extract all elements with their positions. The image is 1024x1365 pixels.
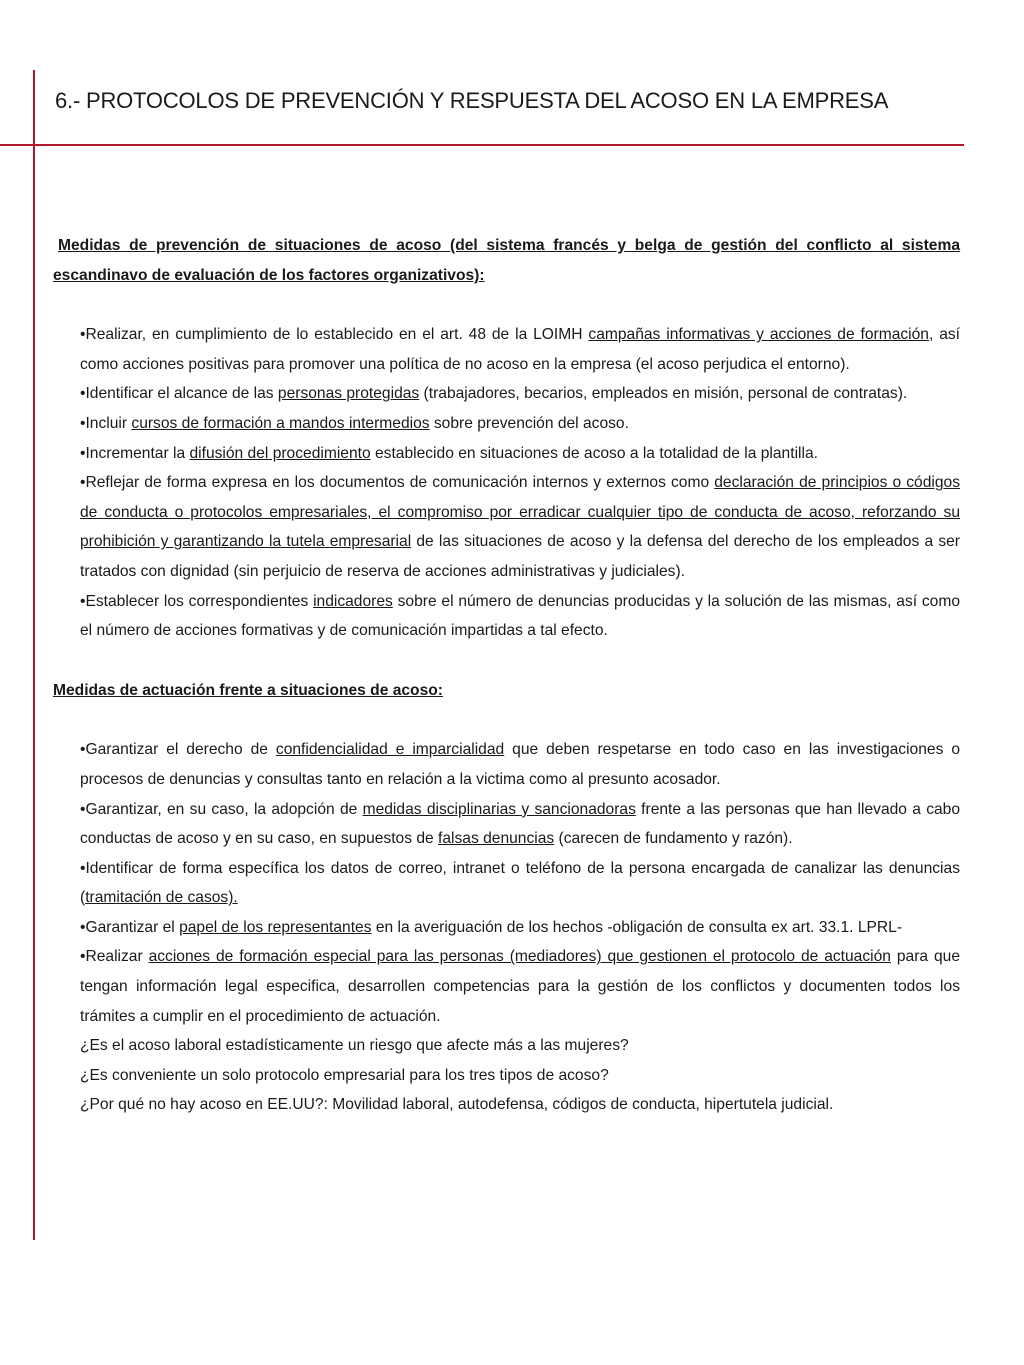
header-horizontal-rule [0,144,964,146]
list-item: •Realizar acciones de formación especial para las personas (mediadores) que gestionen el protocolo de actuación para que tengan información legal especifica, desarrollen competencias para la gestión de los conflictos y documenten todos los trámites a cumplir en el procedimiento de actuación. [80,948,960,1025]
list-item: •Garantizar el derecho de confidencialidad e imparcialidad que deben respetarse en todo caso en las investigaciones o procesos de denuncias y consultas tanto en relación a la victima como al presunto acosador. [80,741,960,788]
list-item: •Reflejar de forma expresa en los documentos de comunicación internos y externos como declaración de principios o códigos de conducta o protocolos empresariales, el compromiso por erradicar cualquier tipo de conducta de acoso, reforzando su prohibición y garantizando la tutela empresarial de las situaciones de acoso y la defensa del derecho de los empleados a ser tratados con dignidad (sin perjuicio de reserva de acciones administrativas y judiciales). [80,474,960,580]
list-item: •Garantizar, en su caso, la adopción de medidas disciplinarias y sancionadoras frente a las personas que han llevado a cabo conductas de acoso y en su caso, en supuestos de falsas denuncias (carecen de fundamento y razón). [80,800,961,848]
action-measures-list [53,735,960,1120]
list-item: •Garantizar el papel de los representantes en la averiguación de los hechos -obligación de consulta ex art. 33.1. LPRL- [80,918,903,936]
list-item: •Realizar, en cumplimiento de lo establecido en el art. 48 de la LOIMH campañas informativas y acciones de formación, así como acciones positivas para promover una política de no acoso en la empresa (el acoso perjudica el entorno). [80,326,961,373]
question-line: ¿Es el acoso laboral estadísticamente un riesgo que afecte más a las mujeres? [80,1037,629,1055]
section-heading-prevention: Medidas de prevención de situaciones de acoso (del sistema francés y belga de gestión del conflicto al sistema escandinavo de evaluación de los factores organizativos): [53,237,960,284]
section-heading-action: Medidas de actuación frente a situaciones de acoso: [53,681,443,699]
list-item: •Incrementar la difusión del procedimiento establecido en situaciones de acoso a la totalidad de la plantilla. [80,444,818,462]
question-line: ¿Por qué no hay acoso en EE.UU?: Movilidad laboral, autodefensa, códigos de conducta, hipertutela judicial. [80,1096,834,1114]
list-item: •Identificar el alcance de las personas protegidas (trabajadores, becarios, empleados en misión, personal de contratas). [80,385,908,403]
page-title: 6.- PROTOCOLOS DE PREVENCIÓN Y RESPUESTA DEL ACOSO EN LA EMPRESA [55,88,889,113]
prevention-measures-list [53,320,960,646]
list-item: •Establecer los correspondientes indicadores sobre el número de denuncias producidas y la solución de las mismas, así como el número de acciones formativas y de comunicación impartidas a tal efecto. [80,592,960,640]
question-line: ¿Es conveniente un solo protocolo empresarial para los tres tipos de acoso? [80,1066,609,1084]
list-item: •Identificar de forma específica los datos de correo, intranet o teléfono de la persona encargada de canalizar las denuncias (tramitación de casos). [80,859,960,907]
margin-vertical-rule [33,70,35,1240]
document-body [53,231,960,1120]
list-item: •Incluir cursos de formación a mandos intermedios sobre prevención del acoso. [80,414,629,432]
